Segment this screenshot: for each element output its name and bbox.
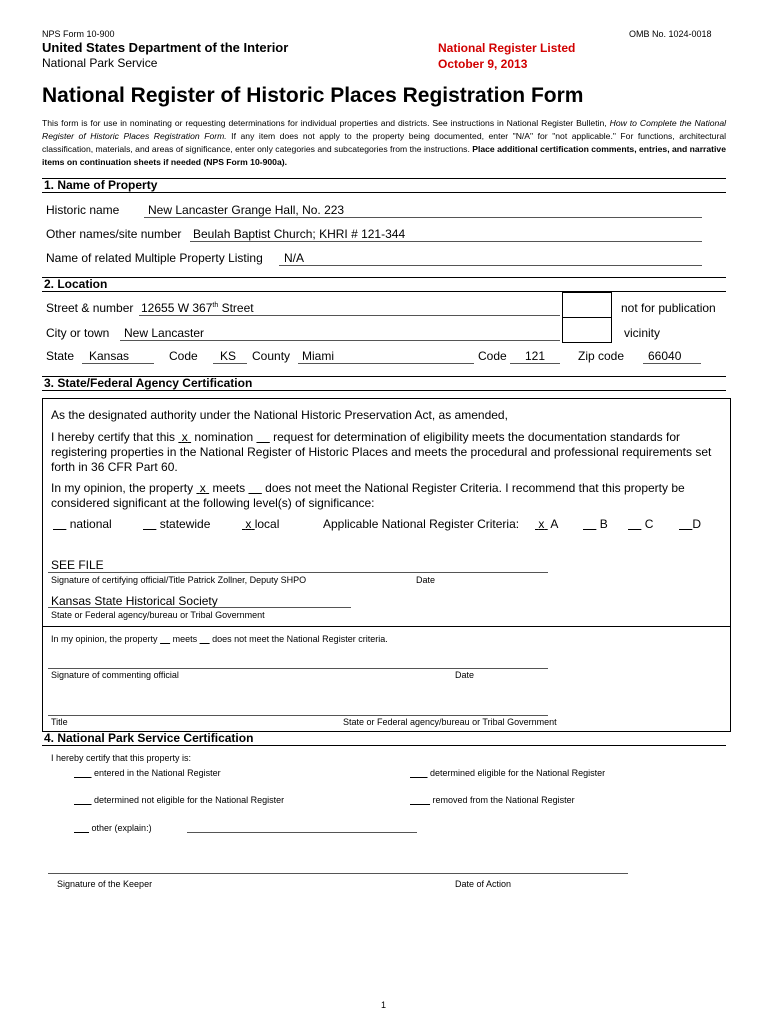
commenting-opinion: In my opinion, the property meets does not meet the National Register criteria. xyxy=(51,634,388,644)
signature-line xyxy=(48,572,548,573)
date-of-action-label: Date of Action xyxy=(455,879,512,889)
mpl-label: Name of related Multiple Property Listing xyxy=(46,251,263,265)
signature-date-label: Date xyxy=(416,575,436,585)
department-name: United States Department of the Interior xyxy=(42,40,289,55)
section-4-heading: 4. National Park Service Certification xyxy=(42,731,726,746)
agency-label: State or Federal agency/bureau or Tribal Government xyxy=(51,610,265,620)
form-number: NPS Form 10-900 xyxy=(42,29,115,39)
title-agency-label: State or Federal agency/bureau or Tribal Government xyxy=(343,717,557,727)
mpl-value[interactable]: N/A xyxy=(284,251,305,265)
state-value[interactable]: Kansas xyxy=(89,349,130,363)
vicinity-label: vicinity xyxy=(624,326,661,340)
street-label: Street & number xyxy=(46,301,134,315)
county-code-value[interactable]: 121 xyxy=(525,349,546,363)
not-for-publication-label: not for publication xyxy=(621,301,716,315)
mpl-line xyxy=(279,265,702,266)
agency-line xyxy=(48,607,351,608)
see-file-signature[interactable]: SEE FILE xyxy=(51,558,104,572)
option-not-eligible[interactable]: determined not eligible for the National Register xyxy=(94,795,285,805)
commenting-official-label: Signature of commenting official xyxy=(51,670,179,680)
street-line xyxy=(139,315,560,316)
location-checkbox-divider xyxy=(562,317,612,318)
certification-divider xyxy=(42,626,731,627)
criteria-d[interactable]: D xyxy=(692,517,702,531)
county-value[interactable]: Miami xyxy=(302,349,334,363)
county-line xyxy=(298,363,474,364)
nps-intro: I hereby certify that this property is: xyxy=(51,753,192,763)
other-names-value[interactable]: Beulah Baptist Church; KHRI # 121-344 xyxy=(193,227,406,241)
title-label: Title xyxy=(51,717,68,727)
street-value[interactable]: 12655 W 367th Street xyxy=(141,301,254,315)
city-label: City or town xyxy=(46,326,110,340)
section-2-heading: 2. Location xyxy=(42,277,726,292)
authority-statement: As the designated authority under the National Historic Preservation Act, as amended, xyxy=(51,408,508,422)
keeper-signature-label: Signature of the Keeper xyxy=(57,879,153,889)
other-names-label: Other names/site number xyxy=(46,227,182,241)
intro-instructions: This form is for use in nominating or requesting determinations for individual properties and districts. See instructions in National Register Bulletin, How to Complete the National Register of Historic Places Registration Form. If any item does not apply to the property being documented, enter "N/A" for "not applicable." For functions, architectural classification, materials, and areas of significance, enter only categories and subcategories from the instructions. Place additional certification comments, entries, and narrative items on continuation sheets if needed (NPS Form 10-900a). xyxy=(42,118,727,167)
option-determined-eligible[interactable]: determined eligible for the National Register xyxy=(430,768,606,778)
zip-line xyxy=(643,363,701,364)
option-other[interactable]: other (explain:) xyxy=(91,823,152,833)
level-local[interactable]: x local xyxy=(245,517,280,531)
state-line xyxy=(82,363,154,364)
criteria-b[interactable]: B xyxy=(599,517,608,531)
other-names-line xyxy=(190,241,702,242)
criteria-c[interactable]: C xyxy=(644,517,654,531)
title-line xyxy=(48,715,548,716)
commenting-signature-line xyxy=(48,668,548,669)
zip-label: Zip code xyxy=(578,349,625,363)
certify-statement: I hereby certify that this x nomination request for determination of eligibility meets the documentation standards for registering properties in the National Register of Historic Places and meets the procedural and professional requirements set forth in 36 CFR Part 60. xyxy=(51,430,712,474)
city-value[interactable]: New Lancaster xyxy=(124,326,205,340)
listed-stamp-line1: National Register Listed xyxy=(438,41,576,55)
state-code-line xyxy=(213,363,247,364)
city-line xyxy=(120,340,560,341)
other-explain-line xyxy=(187,832,417,833)
level-national[interactable]: national xyxy=(69,517,112,531)
option-removed[interactable]: removed from the National Register xyxy=(432,795,575,805)
county-label: County xyxy=(252,349,291,363)
historic-name-value[interactable]: New Lancaster Grange Hall, No. 223 xyxy=(148,203,345,217)
criteria-label: Applicable National Register Criteria: xyxy=(323,517,520,531)
county-code-line xyxy=(510,363,560,364)
opinion-statement: In my opinion, the property x meets does not meet the National Register Criteria. I recommend that this property be considered significant at the following level(s) of significance: xyxy=(51,481,685,510)
page-number: 1 xyxy=(381,1000,387,1010)
criteria-a[interactable]: x A xyxy=(538,517,559,531)
state-code-value[interactable]: KS xyxy=(220,349,237,363)
state-code-label: Code xyxy=(169,349,198,363)
state-label: State xyxy=(46,349,75,363)
level-statewide[interactable]: statewide xyxy=(159,517,211,531)
section-3-heading: 3. State/Federal Agency Certification xyxy=(42,376,726,391)
section-1-heading: 1. Name of Property xyxy=(42,178,726,193)
option-entered[interactable]: entered in the National Register xyxy=(94,768,221,778)
service-name: National Park Service xyxy=(42,56,158,70)
agency-value[interactable]: Kansas State Historical Society xyxy=(51,594,218,608)
zip-value[interactable]: 66040 xyxy=(648,349,682,363)
historic-name-line xyxy=(144,217,702,218)
listed-stamp-line2: October 9, 2013 xyxy=(438,57,528,71)
commenting-date-label: Date xyxy=(455,670,475,680)
omb-number: OMB No. 1024-0018 xyxy=(629,29,712,39)
historic-name-label: Historic name xyxy=(46,203,120,217)
signature-official-label: Signature of certifying official/Title Patrick Zollner, Deputy SHPO xyxy=(51,575,307,585)
page-title: National Register of Historic Places Registration Form xyxy=(42,84,584,107)
county-code-label: Code xyxy=(478,349,507,363)
keeper-signature-line xyxy=(48,873,628,874)
